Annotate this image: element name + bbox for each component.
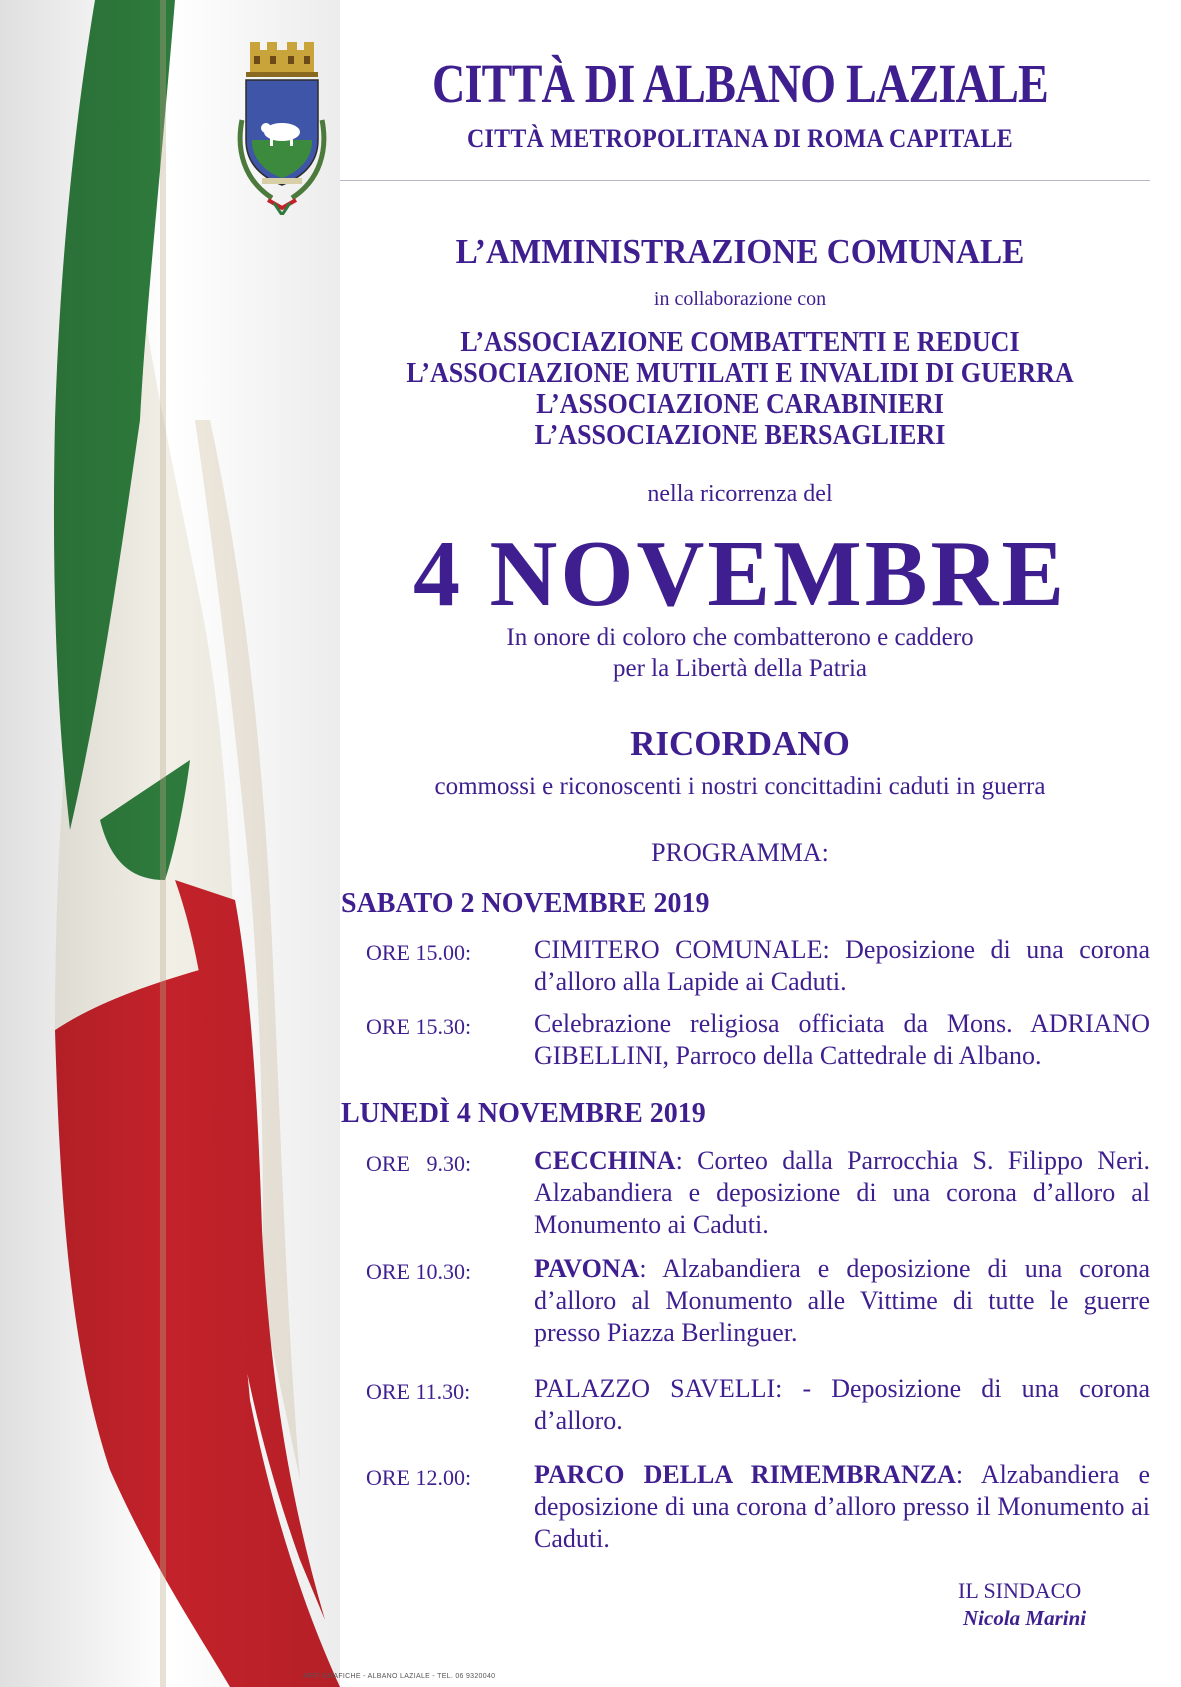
associations-list [359,327,1122,451]
header-divider [340,180,1150,181]
event-time: ORE 9.30: [366,1151,472,1176]
event-text: : Alzabandiera e deposizione di una corona d’alloro presso il Monumento ai Caduti. [534,1460,1150,1553]
mayor-title: IL SINDACO [958,1578,1082,1603]
mayor-name: Nicola Marini [963,1606,1087,1630]
honor-text [330,622,1150,684]
metropolitan-subtitle: CITTÀ METROPOLITANA DI ROMA CAPITALE [467,124,1013,153]
association-item: L’ASSOCIAZIONE BERSAGLIERI [534,420,946,451]
administration-heading: L’AMMINISTRAZIONE COMUNALE [455,232,1025,271]
program-heading: PROGRAMMA: [651,838,829,867]
event-description: CIMITERO COMUNALE: Deposizione di una corona d’alloro alla Lapide ai Caduti. [534,935,1150,996]
event-place: PARCO DELLA RIMEMBRANZA [534,1460,956,1489]
event-description: Celebrazione religiosa officiata da Mons. ADRIANO GIBELLINI, Parroco della Cattedrale di Albano. [534,1009,1150,1070]
printer-credit: ARTI GRAFICHE - ALBANO LAZIALE - TEL. 06 9320040 [303,1673,496,1680]
association-item: L’ASSOCIAZIONE CARABINIERI [536,389,944,420]
event-description: PALAZZO SAVELLI: - Deposizione di una corona d’alloro. [534,1374,1150,1435]
honor-line: per la Libertà della Patria [612,655,868,682]
event-description [534,1253,1150,1349]
remember-subtitle: commossi e riconoscenti i nostri concittadini caduti in guerra [434,773,1046,800]
day-heading: SABATO 2 NOVEMBRE 2019 [341,888,710,919]
event-time: ORE 15.30: [366,1014,472,1039]
remember-heading: RICORDANO [630,724,850,763]
occasion-text: nella ricorrenza del [647,481,833,507]
event-date: 4 NOVEMBRE [412,522,1068,626]
event-place: PAVONA [534,1254,640,1283]
event-time: ORE 11.30: [366,1379,471,1404]
event-time: ORE 15.00: [366,940,472,965]
city-title: CITTÀ DI ALBANO LAZIALE [431,53,1049,114]
event-description [534,1145,1150,1241]
association-item: L’ASSOCIAZIONE COMBATTENTI E REDUCI [460,327,1020,358]
honor-line: In onore di coloro che combatterono e caddero [506,624,974,651]
italian-flag-icon [0,0,340,1687]
event-place: CECCHINA [534,1146,676,1175]
city-crest-icon [232,40,332,215]
event-time: ORE 12.00: [366,1465,472,1490]
collaboration-text: in collaborazione con [653,288,827,310]
day-heading: LUNEDÌ 4 NOVEMBRE 2019 [341,1098,706,1129]
event-text: : Corteo dalla Parrocchia S. Filippo Neri. Alzabandiera e deposizione di una corona d’alloro al Monumento ai Caduti. [534,1146,1150,1239]
event-description [534,1459,1150,1555]
event-time: ORE 10.30: [366,1259,472,1284]
association-item: L’ASSOCIAZIONE MUTILATI E INVALIDI DI GUERRA [406,358,1074,389]
event-text: : Alzabandiera e deposizione di una corona d’alloro al Monumento alle Vittime di tutte le guerre presso Piazza Berlinguer. [534,1254,1150,1347]
